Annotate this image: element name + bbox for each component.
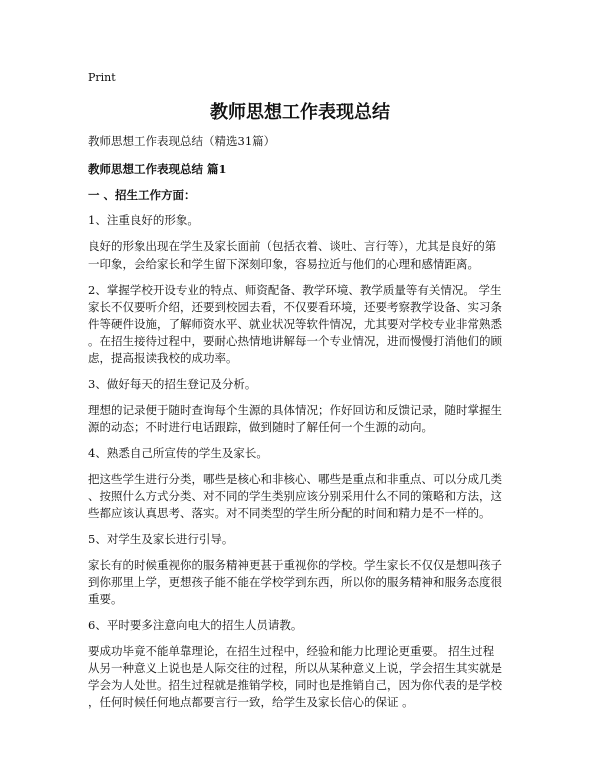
document-title: 教师思想工作表现总结 [210,102,390,123]
paragraph-line: 理想的记录便于随时查询每个生源的具体情况；作好回访和反馈记录，随时掌握生 [88,403,502,417]
paragraph-line: 、按照什么方式分类、对不同的学生类别应该分别采用什么不同的策略和方法，这 [88,489,502,503]
paragraph-line: 。在招生接待过程中，要耐心热情地讲解每一个专业情况，进而慢慢打消他们的顾 [88,334,502,348]
paragraph-line: 家长不仅要听介绍，还要到校园去看，不仅要看环境，还要考察教学设备、实习条 [88,300,502,314]
document-subtitle: 教师思想工作表现总结（精选31篇） [88,134,276,148]
paragraph-line: 重要。 [88,592,123,606]
print-label: Print [88,71,116,84]
paragraph-line: 一印象，会给家长和学生留下深刻印象，容易拉近与他们的心理和感情距离。 [88,257,479,271]
paragraph-line: 源的动态；不时进行电话跟踪，做到随时了解任何一个生源的动向。 [88,420,433,434]
paragraph-line: 良好的形象出现在学生及家长面前（包括衣着、谈吐、言行等），尤其是良好的第 [88,239,497,253]
paragraph-line: ，任何时候任何地点都要言行一致，给学生及家长信心的保证 。 [88,695,414,709]
item-heading: 6、平时要多注意向电大的招生人员请教。 [88,618,303,632]
item-heading: 1、注重良好的形象。 [88,213,199,227]
item-heading: 3、做好每天的招生登记及分析。 [88,377,257,391]
paragraph-line: 家长有的时候重视你的服务精神更甚于重视你的学校。学生家长不仅仅是想叫孩子 [88,558,502,572]
paragraph-line: 2、掌握学校开设专业的特点、师资配备、教学环境、教学质量等有关情况。 学生 [88,283,502,297]
paragraph-line: 虑，提高报读我校的成功率。 [88,351,238,365]
item-heading: 5、对学生及家长进行引导。 [88,532,234,546]
paragraph-line: 要成功毕竟不能单靠理论，在招生过程中，经验和能力比理论更重要。 招生过程 [88,644,495,658]
paragraph-line: 把这些学生进行分类，哪些是核心和非核心、哪些是重点和非重点、可以分成几类 [88,472,502,486]
paragraph-line: 到你那里上学，更想孩子能不能在学校学到东西，所以你的服务精神和服务态度很 [88,575,502,589]
paragraph-line: 件等硬件设施，了解师资水平、就业状况等软件情况，尤其要对学校专业非常熟悉 [88,317,502,331]
part-heading: 一 、招生工作方面： [88,188,196,202]
paragraph-line: 从另一种意义上说也是人际交往的过程，所以从某种意义上说，学会招生其实就是 [88,661,502,675]
section-heading: 教师思想工作表现总结 篇1 [88,162,227,176]
item-heading: 4、熟悉自己所宣传的学生及家长。 [88,446,268,460]
paragraph-line: 些都应该认真思考、落实。对不同类型的学生所分配的时间和精力是不一样的。 [88,506,491,520]
paragraph-line: 学会为人处世。招生过程就是推销学校，同时也是推销自己，因为你代表的是学校 [88,678,502,692]
